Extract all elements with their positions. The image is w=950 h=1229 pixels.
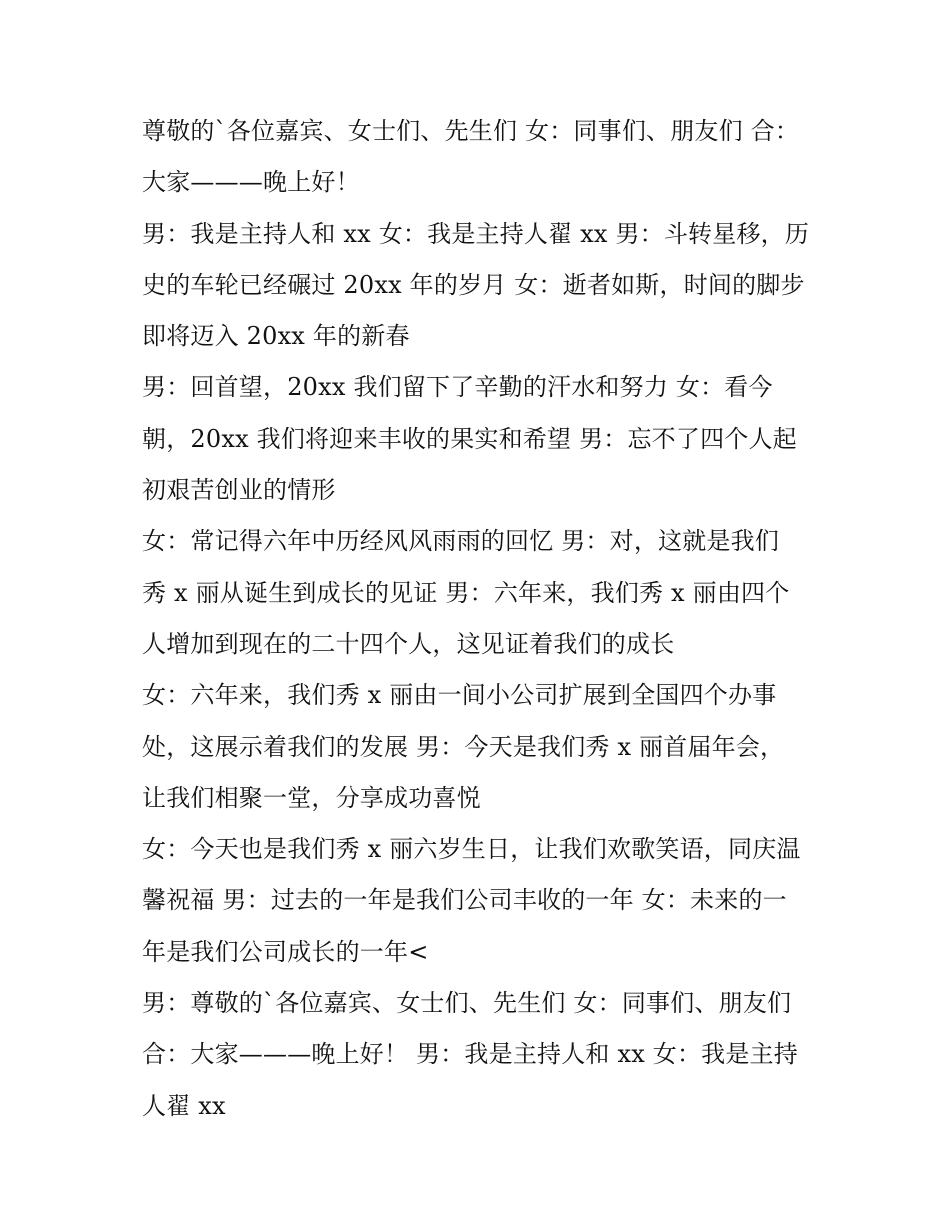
text-line-16: 馨祝福 男：过去的一年是我们公司丰收的一年 女：未来的一 xyxy=(142,886,787,915)
text-line-8: 初艰苦创业的情形 xyxy=(142,476,336,505)
text-line-18: 男：尊敬的`各位嘉宾、女士们、先生们 女：同事们、朋友们 xyxy=(142,989,792,1018)
document-body xyxy=(142,106,822,1132)
text-line-10: 秀 x 丽从诞生到成长的见证 男：六年来，我们秀 x 丽由四个 xyxy=(142,578,790,607)
text-line-12: 女：六年来，我们秀 x 丽由一间小公司扩展到全国四个办事 xyxy=(142,681,777,710)
text-line-7: 朝，20xx 我们将迎来丰收的果实和希望 男：忘不了四个人起 xyxy=(142,424,797,453)
text-line-3: 男：我是主持人和 xx 女：我是主持人翟 xx 男：斗转星移，历 xyxy=(142,219,810,248)
text-line-11: 人增加到现在的二十四个人，这见证着我们的成长 xyxy=(142,629,675,658)
text-line-2: 大家———晚上好！ xyxy=(142,168,360,197)
text-line-17: 年是我们公司成长的一年< xyxy=(142,937,429,966)
text-line-1: 尊敬的`各位嘉宾、女士们、先生们 女：同事们、朋友们 合： xyxy=(142,117,800,145)
text-line-5: 即将迈入 20xx 年的新春 xyxy=(142,322,410,351)
text-line-19: 合：大家———晚上好！ 男：我是主持人和 xx 女：我是主持 xyxy=(142,1040,798,1069)
text-line-20: 人翟 xx xyxy=(142,1091,226,1120)
text-line-9: 女：常记得六年中历经风风雨雨的回忆 男：对，这就是我们 xyxy=(142,527,780,556)
text-line-15: 女：今天也是我们秀 x 丽六岁生日，让我们欢歌笑语，同庆温 xyxy=(142,835,801,864)
text-line-4: 史的车轮已经碾过 20xx 年的岁月 女：逝者如斯，时间的脚步 xyxy=(142,270,805,299)
text-line-6: 男：回首望，20xx 我们留下了辛勤的汗水和努力 女：看今 xyxy=(142,373,773,402)
text-line-14: 让我们相聚一堂，分享成功喜悦 xyxy=(142,783,481,812)
text-line-13: 处，这展示着我们的发展 男：今天是我们秀 x 丽首届年会， xyxy=(142,732,785,761)
